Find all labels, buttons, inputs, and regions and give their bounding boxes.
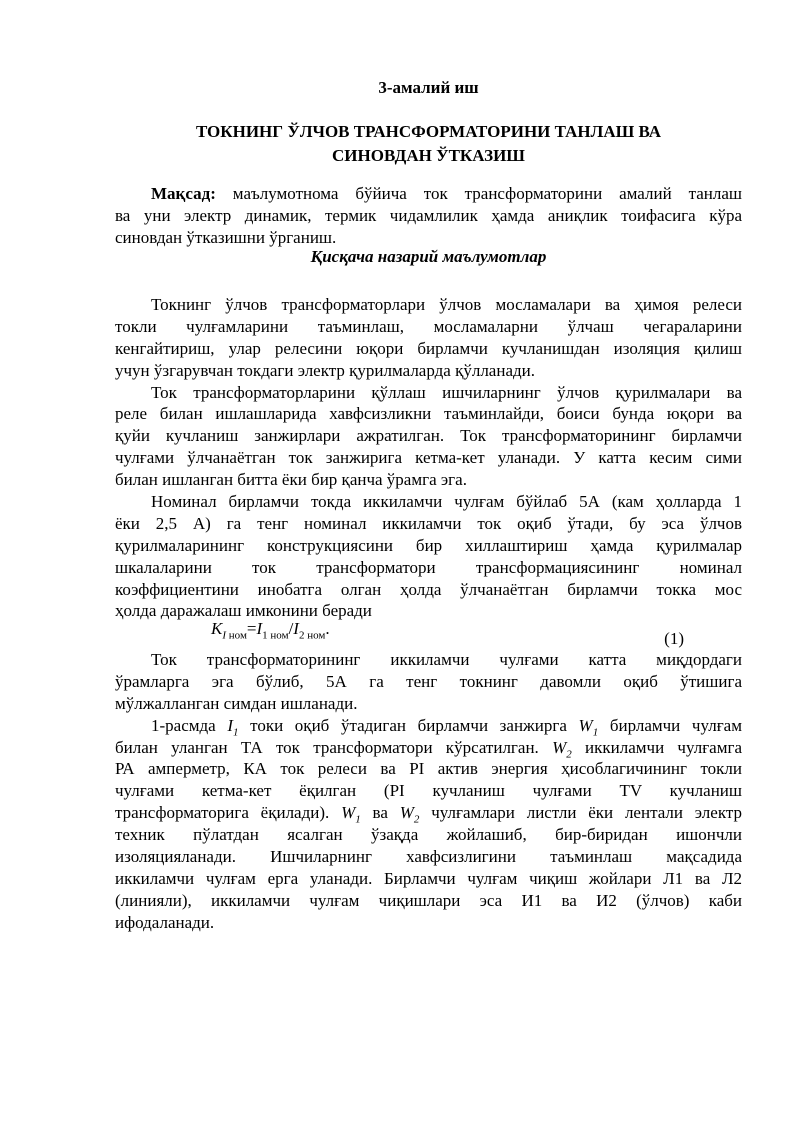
text-line: қурилмаларининг конструкциясини бир хиллаштириш ҳамда қурилмалар — [115, 535, 742, 555]
text-line: 1-расмда $I_1$ токи оқиб ўтадиган бирламчи занжирга $W_1$ бирламчи чулғам — [151, 715, 742, 739]
text-line: токли чулғамларини таъминлаш, мосламаларни ўлчаш чегараларини — [115, 316, 742, 336]
document-title — [115, 120, 742, 168]
text-line: шкалаларини ток трансформатори трансформациясининг номинал — [115, 557, 742, 577]
text-line: чулғами кетма-кет ёқилган (PI кучланиш чулғами TV кучланиш — [115, 781, 742, 801]
theory-heading: Қисқача назарий маълумотлар — [310, 247, 547, 266]
text-line: чулғами ўлчанаётган ток занжирига кетма-кет уланади. У катта кесим сими — [115, 448, 742, 468]
theory-paragraphs — [115, 294, 742, 622]
text-line: коэффициентини инобатга олган ҳолда ўлчанаётган бирламчи токка мос — [115, 579, 742, 599]
purpose-line-2: ва уни электр динамик, термик чидамлилик ҳамда аниқлик тоифасига кўра — [115, 205, 742, 225]
text-line: Токнинг ўлчов трансформаторлари ўлчов мосламалари ва ҳимоя релеси — [151, 295, 742, 314]
title-line-1: ТОКНИНГ ЎЛЧОВ ТРАНСФОРМАТОРИНИ ТАНЛАШ ВА — [195, 122, 662, 141]
text-line: Ток трансформаторининг иккиламчи чулғами катта миқдордаги — [151, 650, 742, 669]
transformation-ratio-formula: $K_{I ном}=I_{1 ном}/I_{2 ном}$. — [211, 619, 330, 642]
text-line: Ток трансформаторларини қўллаш ишчиларнинг ўлчов қурилмалари ва — [151, 382, 742, 402]
formula-row — [115, 619, 742, 648]
title-line-2: СИНОВДАН ЎТКАЗИШ — [332, 146, 525, 165]
text-line: билан уланган ТА ток трансформатори кўрсатилган. $W_2$ иккиламчи чулғамга — [115, 737, 743, 760]
theory-paragraphs-continued — [115, 649, 742, 934]
text-line: мўлжалланган симдан ишланади. — [115, 693, 358, 713]
text-line: (линияли), иккиламчи чулғам чиқишлари эса И1 ва И2 (ўлчов) каби — [115, 890, 742, 910]
text-line: кенгайтириш, улар релесини юқори бирламчи кучланишдан изоляция қилиш — [115, 338, 742, 358]
text-line: РА амперметр, КА ток релеси ва PI актив энергия ҳисоблагичининг токли — [115, 759, 742, 779]
equation-number: (1) — [664, 629, 684, 648]
text-line: ифодаланади. — [115, 912, 215, 932]
text-line: ҳолда даражалаш имконини беради — [115, 601, 372, 621]
text-line: учун ўзгарувчан токдаги электр қурилмаларда қўлланади. — [115, 360, 535, 380]
text-line: трансформаторига ёқилади). $W_1$ ва $W_2$ чулғамлари листли ёки лентали электр — [115, 803, 742, 826]
lab-number-heading: 3-амалий иш — [378, 78, 479, 97]
text-line: реле билан ишлашларида хавфсизликни таъминлайди, боиси бунда юқори ва — [115, 404, 742, 424]
purpose-line-3: синовдан ўтказишни ўрганиш. — [115, 227, 337, 247]
purpose-paragraph — [115, 183, 742, 249]
text-line: қуйи кучланиш занжирлари ажратилган. Ток трансформаторининг бирламчи — [115, 426, 742, 446]
text-line: техник пўлатдан ясалган ўзақда жойлашиб, бир-биридан ишончли — [115, 825, 742, 845]
purpose-label: Мақсад: — [151, 184, 216, 203]
text-line: билан ишланган битта ёки бир қанча ўрамга эга. — [115, 470, 467, 490]
text-line: Номинал бирламчи токда иккиламчи чулғам бўйлаб 5А (кам ҳолларда 1 — [151, 492, 742, 512]
purpose-line-1: Мақсад: маълумотнома бўйича ток трансформаторини амалий танлаш — [151, 184, 743, 203]
text-line: ўрамларга эга бўлиб, 5А га тенг токнинг давомли оқиб ўтишига — [115, 671, 742, 691]
text-line: изоляцияланади. Ишчиларнинг хавфсизлигини таъминлаш мақсадида — [115, 847, 742, 867]
text-line: ёки 2,5 А) га тенг номинал иккиламчи ток оқиб ўтади, бу эса ўлчов — [115, 513, 742, 533]
text-line: иккиламчи чулғам ерга уланади. Бирламчи чулғам чиқиш жойлари Л1 ва Л2 — [115, 868, 742, 888]
